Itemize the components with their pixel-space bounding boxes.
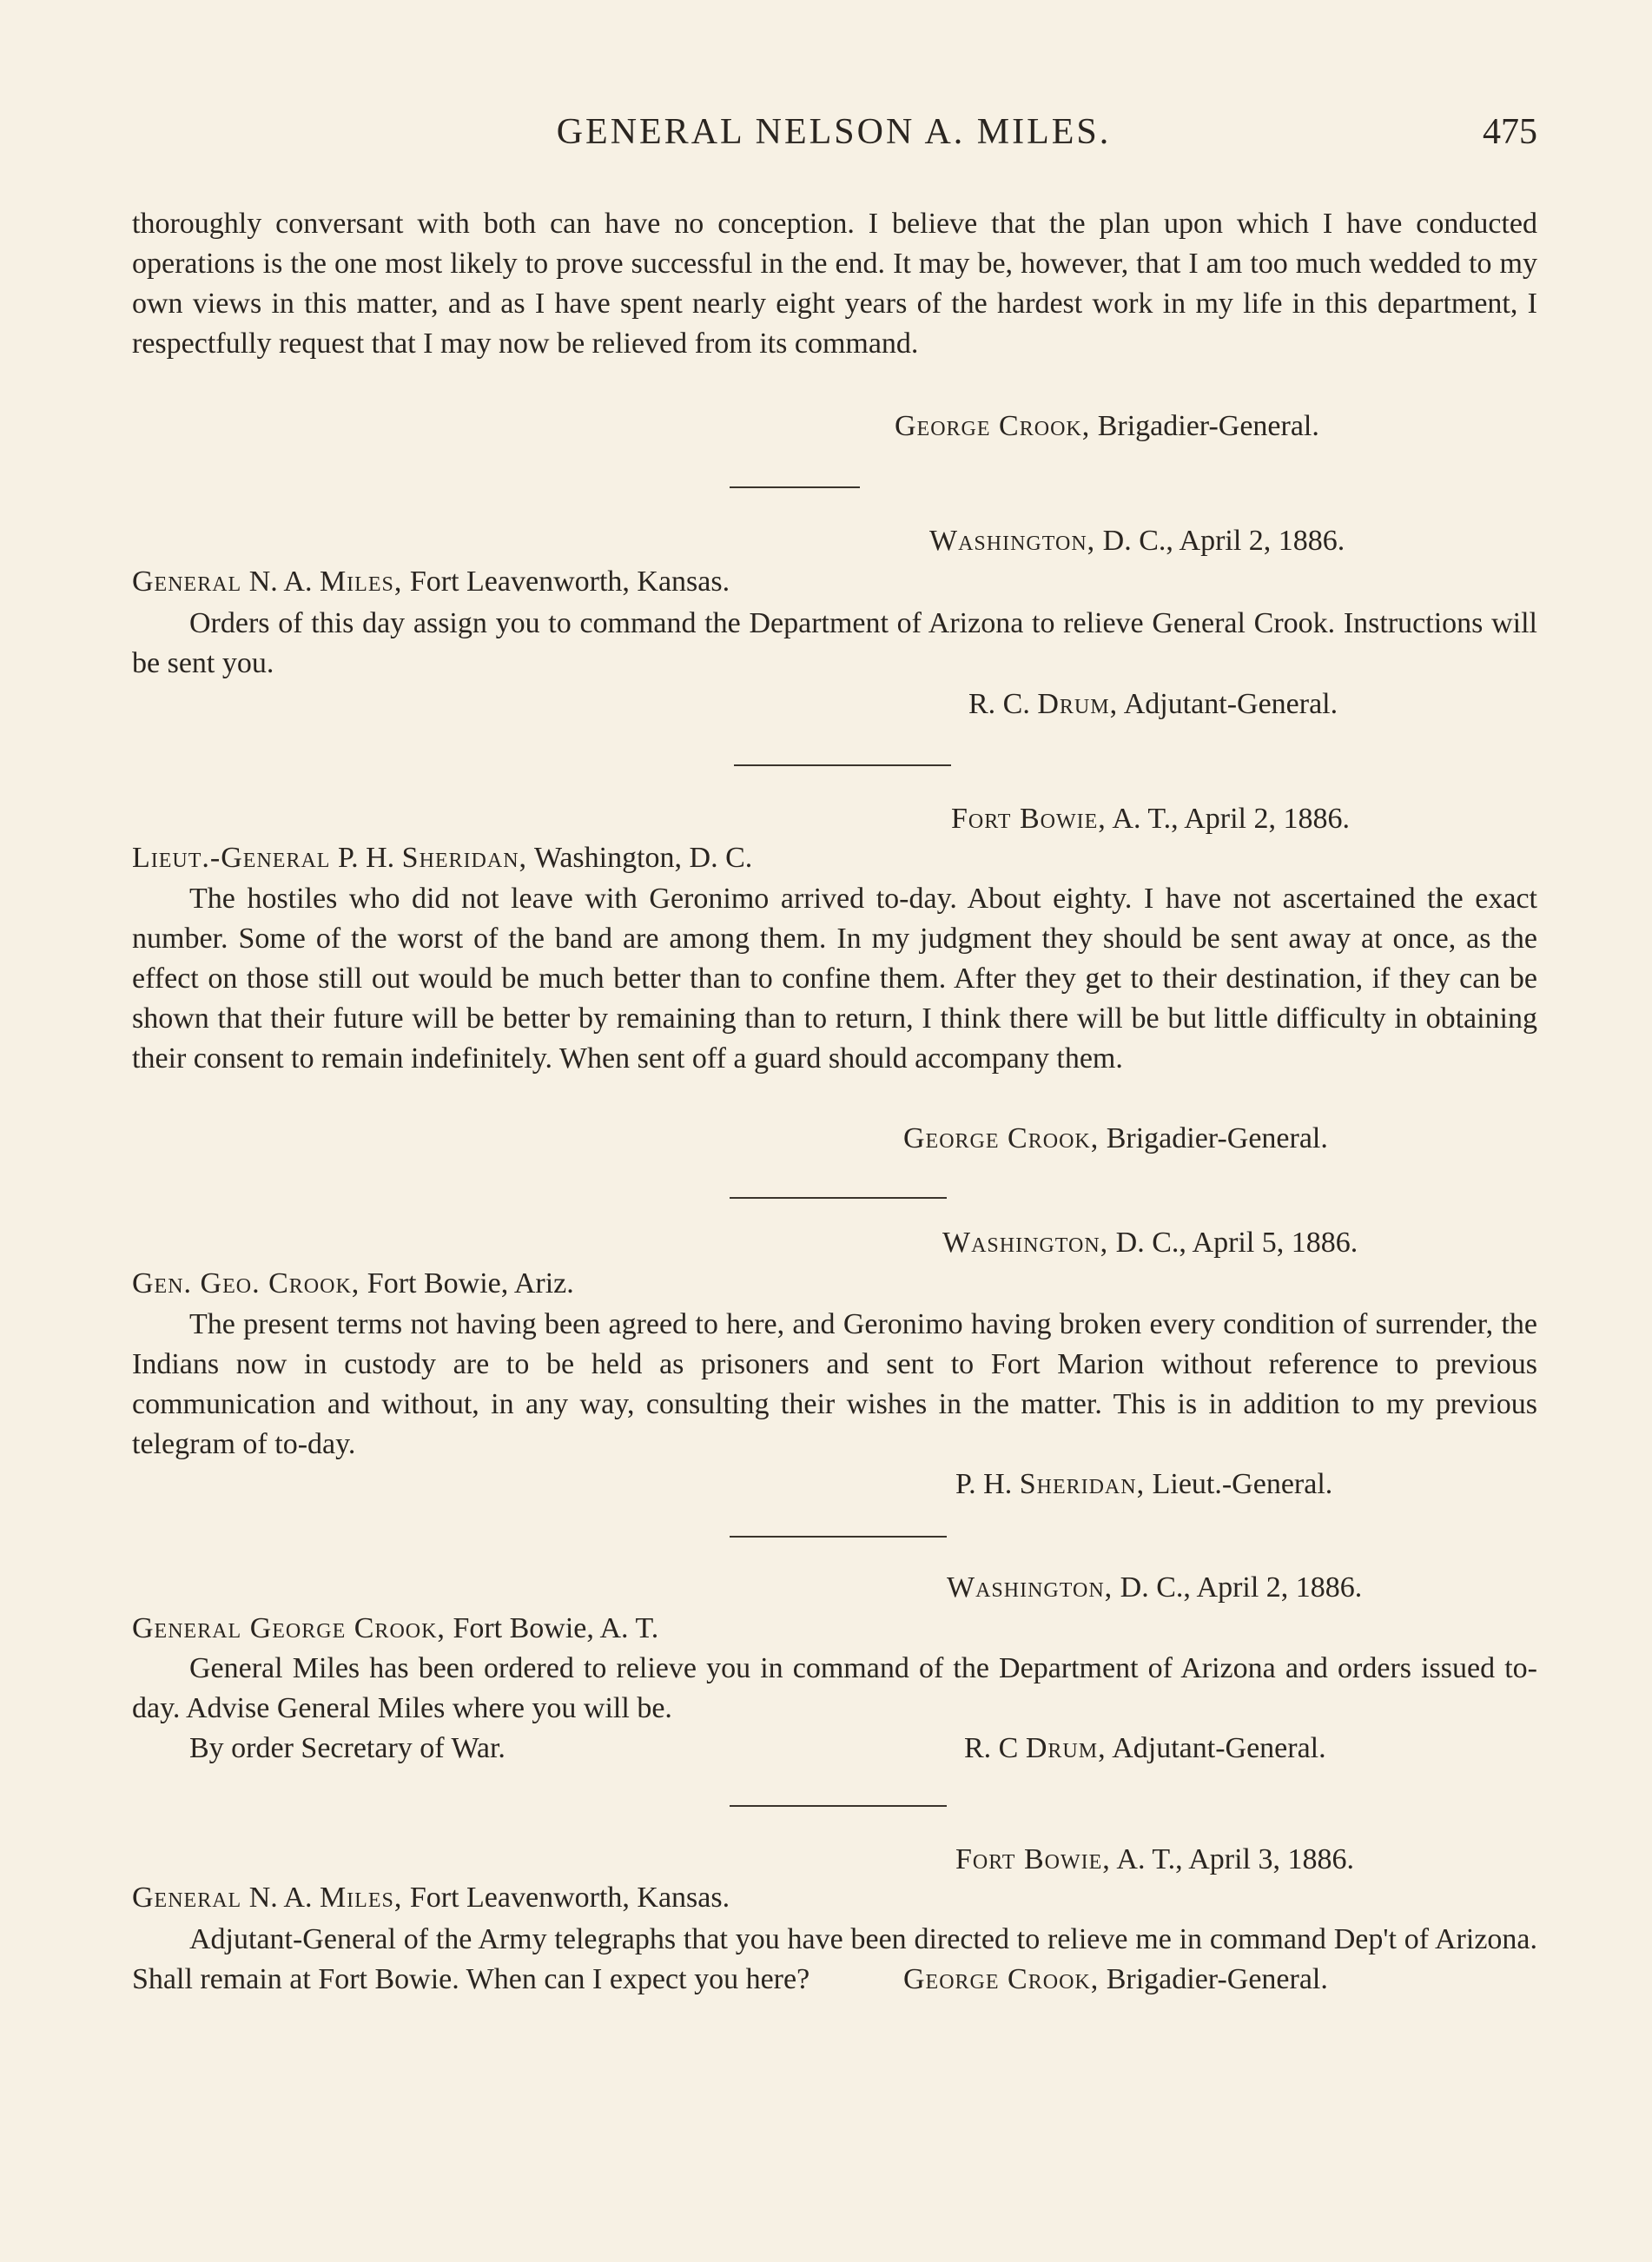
section-divider bbox=[734, 764, 951, 766]
letter2-addressee bbox=[132, 562, 730, 602]
letter2-sig-name: Drum, bbox=[1037, 688, 1119, 720]
letter2-to-initials: N. A. bbox=[248, 566, 313, 598]
section-divider bbox=[730, 1805, 947, 1807]
letter1-body: thoroughly conversant with both can have no conception. I believe that the plan upon which I have conducted operations is the one most likely to prove successful in the end. It may be, however, that I am too much wedded to my own views in this matter, and as I have spent nearly eight years of the hardest work in my life in this department, I respectfully request that I may now be relieved from its command. bbox=[132, 208, 1537, 360]
letter6-to-name: Miles, bbox=[319, 1882, 403, 1914]
section-divider bbox=[730, 1197, 947, 1199]
letter6-addressee bbox=[132, 1878, 730, 1918]
letter5-to-place: Fort Bowie, A. T. bbox=[453, 1612, 659, 1644]
letter3-addressee bbox=[132, 838, 752, 878]
letter5-sig-name: Drum, bbox=[1025, 1732, 1107, 1764]
letter4-date: D. C., April 5, 1886. bbox=[1115, 1227, 1358, 1259]
letter5-date: D. C., April 2, 1886. bbox=[1120, 1571, 1363, 1604]
letter6-date: A. T., April 3, 1886. bbox=[1116, 1843, 1354, 1875]
letter2-sig-title: Adjutant-General. bbox=[1123, 688, 1338, 720]
letter5-body: General Miles has been ordered to relieve you in command of the Department of Arizona and orders issued to-day. Advise General Miles where you will be. bbox=[132, 1652, 1537, 1724]
letter5-by-order: By order Secretary of War. bbox=[189, 1732, 506, 1764]
letter5-signature bbox=[964, 1729, 1326, 1769]
letter2-body: Orders of this day assign you to command the Department of Arizona to relieve General Crook. Instructions will be sent you. bbox=[132, 607, 1537, 679]
letter3-sig-title: Brigadier-General. bbox=[1106, 1122, 1328, 1154]
letter5-to-title: General George Crook, bbox=[132, 1612, 446, 1644]
letter3-signature bbox=[903, 1119, 1328, 1159]
letter6-signature bbox=[903, 1960, 1328, 2000]
letter3-to-title: Lieut.-General bbox=[132, 842, 331, 874]
letter6-dateline bbox=[955, 1840, 1354, 1880]
letter3-to-name: Sheridan, bbox=[401, 842, 528, 874]
letter4-sig-title: Lieut.-General. bbox=[1152, 1468, 1333, 1500]
letter5-sig-initials: R. C bbox=[964, 1732, 1019, 1764]
letter6-to-title: General bbox=[132, 1882, 242, 1914]
letter3-dateline bbox=[951, 799, 1350, 839]
letter4-addressee bbox=[132, 1264, 574, 1304]
letter2-to-title: General bbox=[132, 566, 242, 598]
letter6-to-place: Fort Leavenworth, Kansas. bbox=[409, 1882, 730, 1914]
letter2-to-place: Fort Leavenworth, Kansas. bbox=[409, 566, 730, 598]
letter2-signature bbox=[968, 685, 1338, 724]
page-header bbox=[130, 111, 1537, 163]
letter4-to-place: Fort Bowie, Ariz. bbox=[367, 1267, 574, 1300]
letter5-place: Washington, bbox=[947, 1571, 1113, 1604]
letter6-place: Fort Bowie, bbox=[955, 1843, 1111, 1875]
letter1-sig-name: George Crook, bbox=[895, 410, 1091, 442]
letter6-sig-title: Brigadier-General. bbox=[1106, 1963, 1328, 1995]
letter4-dateline bbox=[942, 1223, 1358, 1263]
letter5-dateline bbox=[947, 1568, 1362, 1608]
letter2-place: Washington, bbox=[929, 525, 1096, 557]
letter3-sig-name: George Crook, bbox=[903, 1122, 1100, 1154]
letter6-sig-name: George Crook, bbox=[903, 1963, 1100, 1995]
section-divider bbox=[730, 486, 860, 488]
letter3-body: The hostiles who did not leave with Geronimo arrived to-day. About eighty. I have not ascertained the exact number. Some of the worst of the band are among them. In my judgment they should be sent away at once, as the effect on those still out would be much better than to confine them. After they get to their destination, if they can be shown that their future will be better by remaining than to return, I think there will be but little difficulty in obtaining their consent to remain indefinitely. When sent off a guard should accompany them. bbox=[132, 883, 1537, 1075]
letter2-dateline bbox=[929, 521, 1345, 561]
letter3-date: A. T., April 2, 1886. bbox=[1112, 803, 1350, 835]
letter2-to-name: Miles, bbox=[319, 566, 403, 598]
letter3-to-place: Washington, D. C. bbox=[533, 842, 753, 874]
letter4-sig-initials: P. H. bbox=[955, 1468, 1013, 1500]
letter2-sig-initials: R. C. bbox=[968, 688, 1030, 720]
letter2-date: D. C., April 2, 1886. bbox=[1102, 525, 1345, 557]
letter3-to-initials: P. H. bbox=[337, 842, 395, 874]
page-number: 475 bbox=[1483, 112, 1537, 152]
running-title: GENERAL NELSON A. MILES. bbox=[556, 112, 1112, 152]
letter4-body: The present terms not having been agreed to here, and Geronimo having broken every condition of surrender, the Indians now in custody are to be held as prisoners and sent to Fort Marion without reference to previous communication and without, in any way, consulting their wishes in the matter. This is in addition to my previous telegram of to-day. bbox=[132, 1308, 1537, 1460]
letter6-body: Adjutant-General of the Army telegraphs that you have been directed to relieve me in command Dep't of Arizona. Shall remain at Fort Bowie. When can I expect you here? bbox=[132, 1923, 1537, 1995]
letter4-place: Washington, bbox=[942, 1227, 1109, 1259]
letter4-sig-name: Sheridan, bbox=[1019, 1468, 1146, 1500]
letter3-place: Fort Bowie, bbox=[951, 803, 1107, 835]
letter1-signature bbox=[895, 407, 1319, 446]
letter4-signature bbox=[955, 1465, 1332, 1505]
letter5-addressee bbox=[132, 1609, 658, 1649]
letter1-sig-title: Brigadier-General. bbox=[1097, 410, 1319, 442]
letter4-to-title: Gen. Geo. Crook, bbox=[132, 1267, 360, 1300]
letter5-sig-title: Adjutant-General. bbox=[1112, 1732, 1326, 1764]
section-divider bbox=[730, 1536, 947, 1538]
letter6-to-initials: N. A. bbox=[248, 1882, 313, 1914]
